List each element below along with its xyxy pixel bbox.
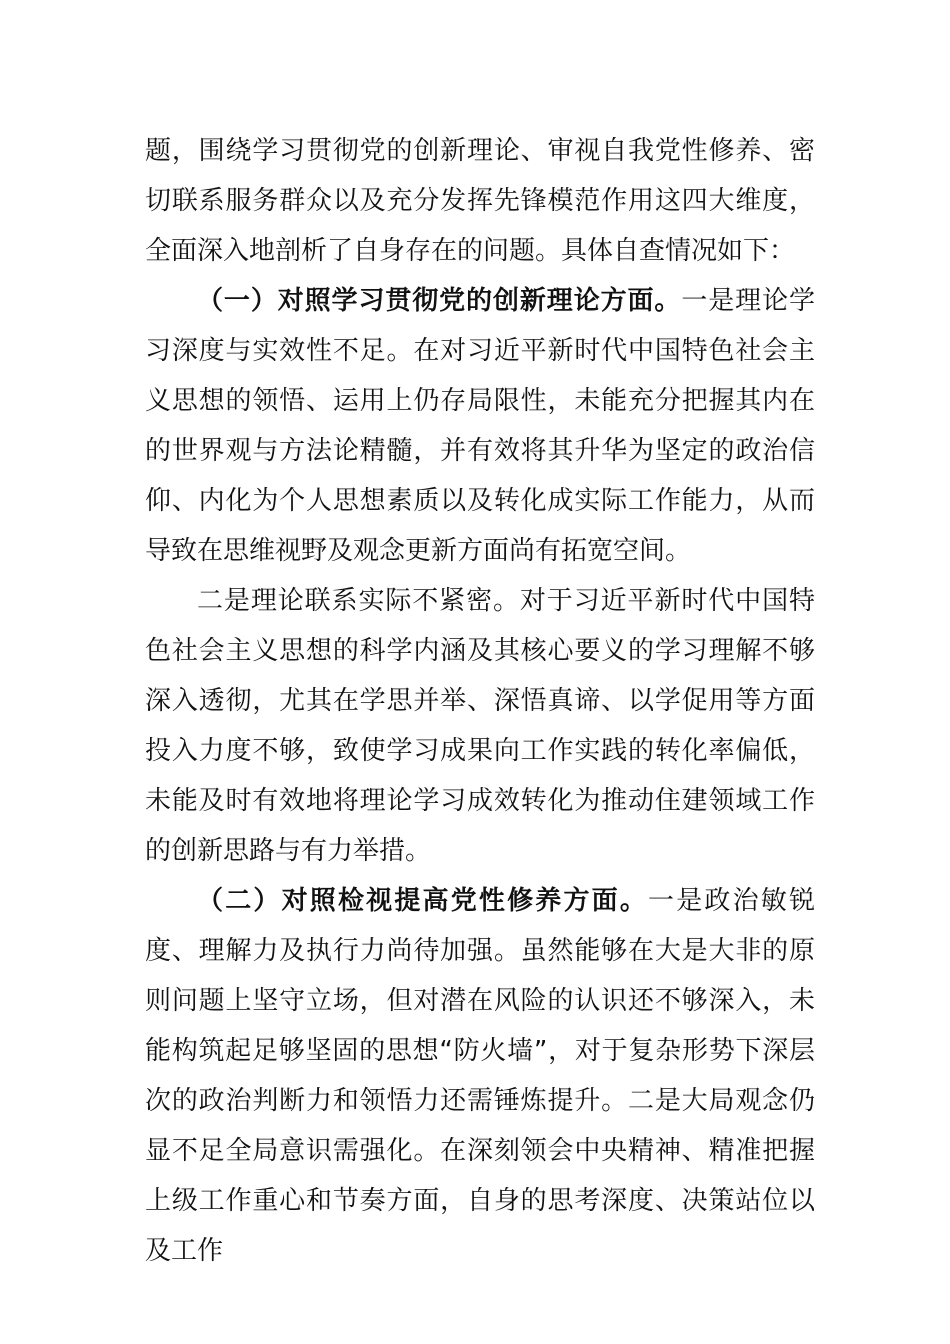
section-heading-one: （一）对照学习贯彻党的创新理论方面。 bbox=[197, 286, 682, 316]
paragraph-text: 二是理论联系实际不紧密。对于习近平新时代中国特色社会主义思想的科学内涵及其核心要义的学习理解不够深入透彻，尤其在学思并举、深悟真谛、以学促用等方面投入力度不够，致使学习成果向工作实践的转化率偏低，未能及时有效地将理论学习成效转化为推动住建领域工作的创新思路与有力举措。 bbox=[145, 586, 815, 866]
section-heading-two: （二）对照检视提高党性修养方面。 bbox=[197, 886, 649, 916]
paragraph-section-one-point-two bbox=[145, 576, 815, 876]
paragraph-text: 一是理论学习深度与实效性不足。在对习近平新时代中国特色社会主义思想的领悟、运用上仍存局限性，未能充分把握其内在的世界观与方法论精髓，并有效将其升华为坚定的政治信仰、内化为个人思想素质以及转化成实际工作能力，从而导致在思维视野及观念更新方面尚有拓宽空间。 bbox=[145, 286, 815, 566]
document-body bbox=[145, 126, 815, 1276]
paragraph-section-two bbox=[145, 876, 815, 1276]
paragraph-text: 一是政治敏锐度、理解力及执行力尚待加强。虽然能够在大是大非的原则问题上坚守立场，但对潜在风险的认识还不够深入，未能构筑起足够坚固的思想“防火墙”，对于复杂形势下深层次的政治判断力和领悟力还需锤炼提升。二是大局观念仍显不足全局意识需强化。在深刻领会中央精神、精准把握上级工作重心和节奏方面，自身的思考深度、决策站位以及工作 bbox=[145, 886, 815, 1266]
paragraph-intro-continuation bbox=[145, 126, 815, 276]
paragraph-text: 题，围绕学习贯彻党的创新理论、审视自我党性修养、密切联系服务群众以及充分发挥先锋模范作用这四大维度，全面深入地剖析了自身存在的问题。具体自查情况如下： bbox=[145, 136, 815, 266]
paragraph-section-one bbox=[145, 276, 815, 576]
